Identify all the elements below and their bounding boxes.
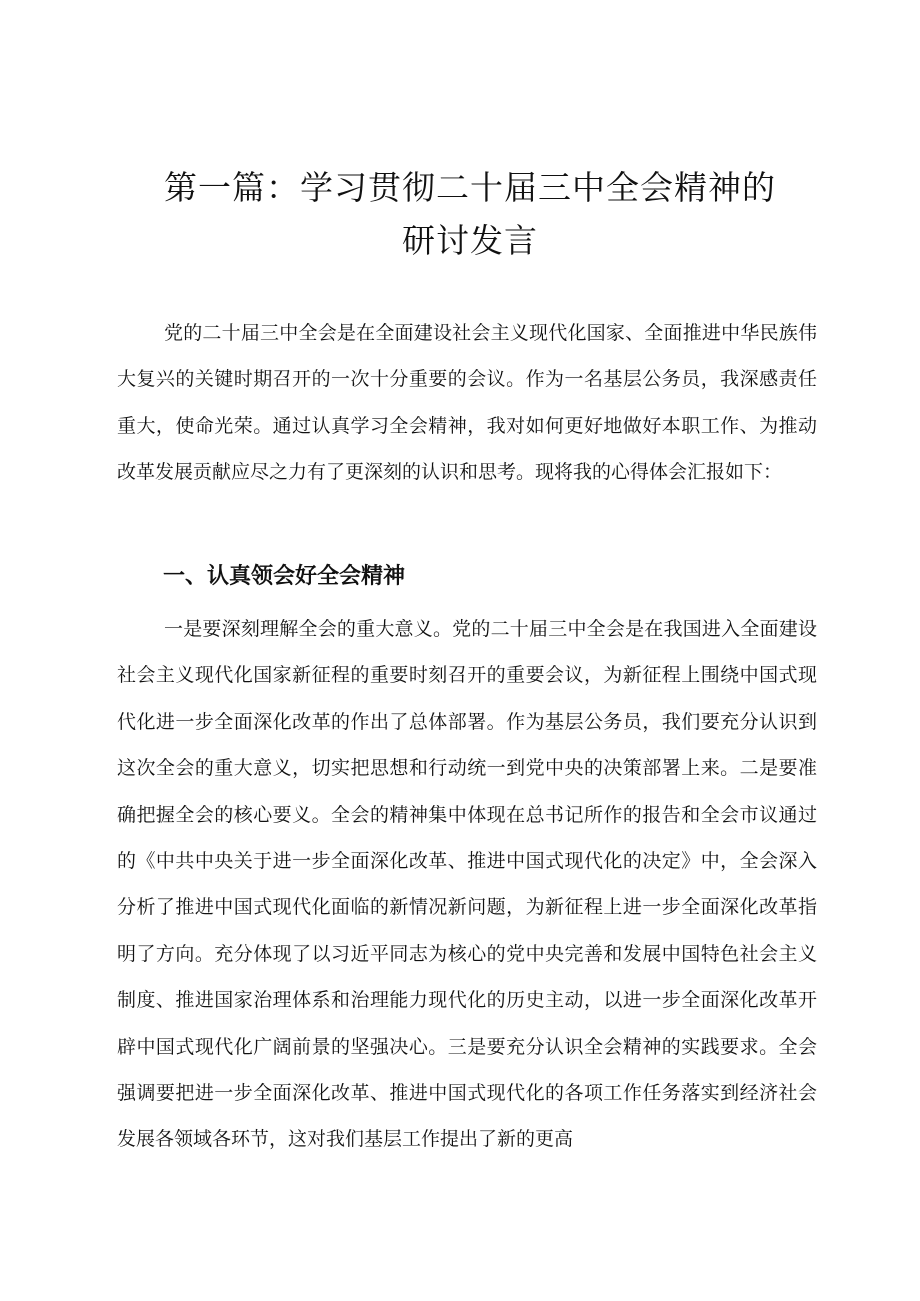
intro-paragraph: 党的二十届三中全会是在全面建设社会主义现代化国家、全面推进中华民族伟大复兴的关键时期召开的一次十分重要的会议。作为一名基层公务员，我深感责任重大，使命光荣。通过认真学习全会精神，我对如何更好地做好本职工作、为推动改革发展贡献应尽之力有了更深刻的认识和思考。现将我的心得体会汇报如下： — [117, 322, 817, 484]
document-title-line-2: 研讨发言 — [402, 221, 538, 260]
body-paragraph: 一是要深刻理解全会的重大意义。党的二十届三中全会是在我国进入全面建设社会主义现代化国家新征程的重要时刻召开的重要会议，为新征程上围绕中国式现代化进一步全面深化改革的作出了总体部署。作为基层公务员，我们要充分认识到这次全会的重大意义，切实把思想和行动统一到党中央的决策部署上来。二是要准确把握全会的核心要义。全会的精神集中体现在总书记所作的报告和全会市议通过的《中共中央关于进一步全面深化改革、推进中国式现代化的决定》中，全会深入分析了推进中国式现代化面临的新情况新问题，为新征程上进一步全面深化改革指明了方向。充分体现了以习近平同志为核心的党中央完善和发展中国特色社会主义制度、推进国家治理体系和治理能力现代化的历史主动，以进一步全面深化改革开辟中国式现代化广阔前景的坚强决心。三是要充分认识全会精神的实践要求。全会强调要把进一步全面深化改革、推进中国式现代化的各项工作任务落实到经济社会发展各领域各环节，这对我们基层工作提出了新的更高 — [117, 618, 817, 1151]
document-title-line-1: 第一篇：学习贯彻二十届三中全会精神的 — [164, 168, 776, 207]
section-heading: 一、认真领会好全会精神 — [163, 564, 406, 589]
